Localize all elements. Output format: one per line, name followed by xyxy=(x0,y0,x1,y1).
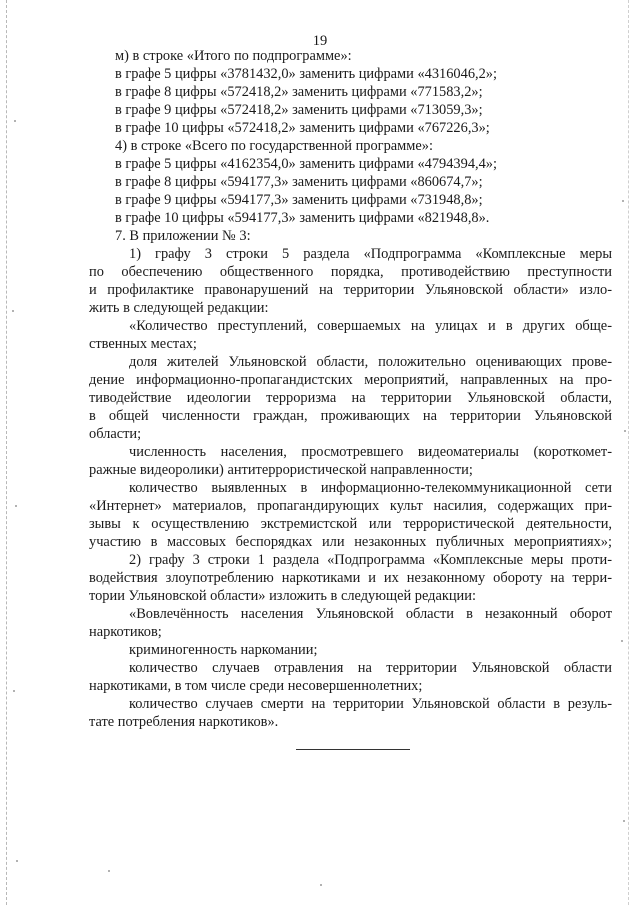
text-line: и профилактике правонарушений на территории Ульяновской области» изло- xyxy=(89,282,612,298)
text-line: криминогенность наркомании; xyxy=(129,642,318,658)
text-line: в графе 9 цифры «594177,3» заменить цифрами «731948,8»; xyxy=(115,192,483,208)
text-line: количество выявленных в информационно-телекоммуникационной сети xyxy=(129,480,612,496)
text-line: наркотиков; xyxy=(89,624,162,640)
text-line: в графе 10 цифры «594177,3» заменить цифрами «821948,8». xyxy=(115,210,490,226)
closing-rule xyxy=(296,749,410,750)
text-line: жить в следующей редакции: xyxy=(89,300,269,316)
text-line: количество случаев отравления на территории Ульяновской области xyxy=(129,660,612,676)
text-line: по обеспечению общественного порядка, противодействию преступности xyxy=(89,264,612,280)
page-number: 19 xyxy=(312,33,328,49)
text-line: в графе 9 цифры «572418,2» заменить цифрами «713059,3»; xyxy=(115,102,483,118)
text-line: 1) графу 3 строки 5 раздела «Подпрограмма «Комплексные меры xyxy=(129,246,612,262)
scan-speck xyxy=(14,120,16,122)
scan-edge-left xyxy=(6,0,7,905)
text-line: «Вовлечённость населения Ульяновской области в незаконный оборот xyxy=(129,606,612,622)
text-line: ражные видеоролики) антитеррористической направленности; xyxy=(89,462,473,478)
text-line: зывы к осуществлению экстремистской или террористической деятельности, xyxy=(89,516,612,532)
scan-speck xyxy=(623,820,625,822)
text-line: численность населения, просмотревшего видеоматериалы (короткомет- xyxy=(129,444,612,460)
scan-speck xyxy=(12,310,14,312)
text-line: 7. В приложении № 3: xyxy=(115,228,251,244)
text-line: «Интернет» материалов, пропагандирующих культ насилия, содержащих при- xyxy=(89,498,612,514)
scan-speck xyxy=(622,200,624,202)
document-body xyxy=(89,47,612,731)
text-line: «Количество преступлений, совершаемых на улицах и в других обще- xyxy=(129,318,612,334)
text-line: в графе 5 цифры «3781432,0» заменить цифрами «4316046,2»; xyxy=(115,66,497,82)
scan-speck xyxy=(624,430,626,432)
text-line: в графе 5 цифры «4162354,0» заменить цифрами «4794394,4»; xyxy=(115,156,497,172)
scan-speck xyxy=(16,860,18,862)
text-line: в графе 8 цифры «594177,3» заменить цифрами «860674,7»; xyxy=(115,174,483,190)
scan-speck xyxy=(621,640,623,642)
text-line: тории Ульяновской области» изложить в следующей редакции: xyxy=(89,588,476,604)
text-line: доля жителей Ульяновской области, положительно оценивающих прове- xyxy=(129,354,612,370)
text-line: 2) графу 3 строки 1 раздела «Подпрограмма «Комплексные меры проти- xyxy=(129,552,612,568)
text-line: дение информационно-пропагандистских мероприятий, направленных на про- xyxy=(89,372,612,388)
scan-speck xyxy=(108,870,110,872)
text-line: водействия злоупотреблению наркотиками и их незаконному обороту на терри- xyxy=(89,570,612,586)
text-line: ственных местах; xyxy=(89,336,197,352)
text-line: количество случаев смерти на территории Ульяновской области в резуль- xyxy=(129,696,612,712)
text-line: тате потребления наркотиков». xyxy=(89,714,279,730)
scan-speck xyxy=(320,884,322,886)
text-line: в графе 8 цифры «572418,2» заменить цифрами «771583,2»; xyxy=(115,84,483,100)
text-line: 4) в строке «Всего по государственной программе»: xyxy=(115,138,433,154)
text-line: в графе 10 цифры «572418,2» заменить цифрами «767226,3»; xyxy=(115,120,490,136)
text-line: тиводействие идеологии терроризма на территории Ульяновской области, xyxy=(89,390,612,406)
text-line: области; xyxy=(89,426,142,442)
scan-edge-right xyxy=(628,0,629,905)
text-line: м) в строке «Итого по подпрограмме»: xyxy=(115,48,352,64)
text-line: участию в массовых беспорядках или незаконных публичных мероприятиях»; xyxy=(89,534,612,550)
scan-speck xyxy=(15,505,17,507)
text-line: наркотиками, в том числе среди несовершеннолетних; xyxy=(89,678,423,694)
scan-speck xyxy=(13,690,15,692)
text-line: в общей численности граждан, проживающих на территории Ульяновской xyxy=(89,408,612,424)
